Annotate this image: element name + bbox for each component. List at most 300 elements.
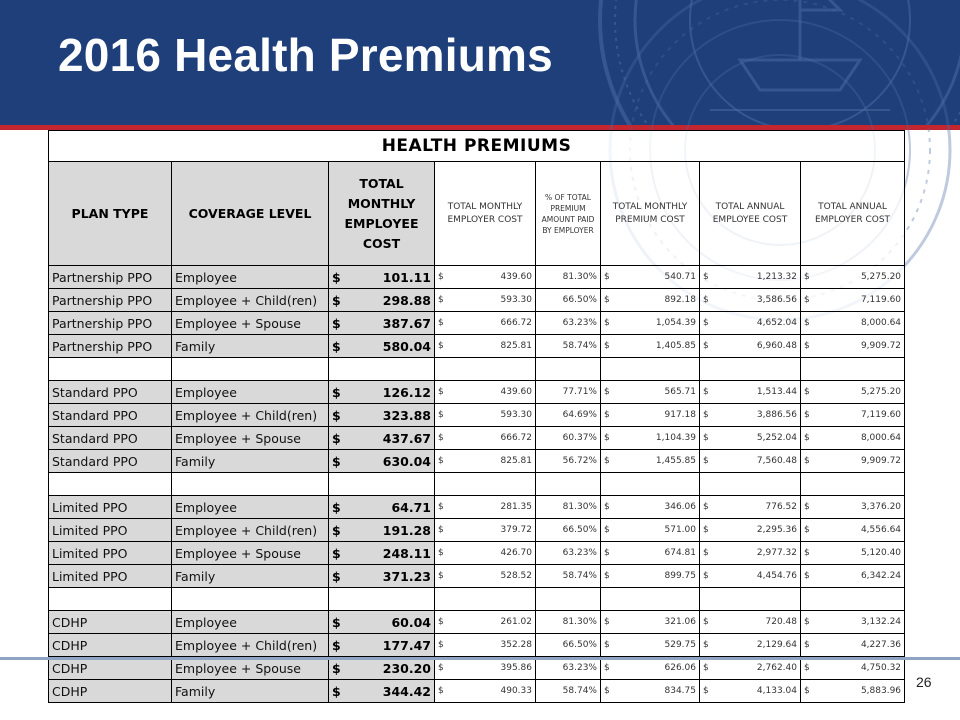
pct-paid-by-employer-cell: 58.74% <box>536 565 601 588</box>
currency-symbol: $ <box>604 548 610 558</box>
empty-cell <box>329 358 435 381</box>
monthly-employee-cost-cell <box>329 381 435 404</box>
plan-type-cell: Standard PPO <box>49 427 172 450</box>
empty-cell <box>435 588 536 611</box>
group-spacer-row <box>49 473 905 496</box>
pct-paid-by-employer-cell: 58.74% <box>536 680 601 703</box>
empty-cell <box>801 358 905 381</box>
currency-symbol: $ <box>332 269 341 285</box>
plan-type-cell: Limited PPO <box>49 542 172 565</box>
cell-value: 2,129.64 <box>756 640 797 650</box>
monthly-employer-cost-cell <box>435 289 536 312</box>
cell-value: 5,275.20 <box>860 387 902 397</box>
coverage-level-cell: Employee + Spouse <box>172 312 329 335</box>
empty-cell <box>172 473 329 496</box>
currency-symbol: $ <box>438 318 444 328</box>
currency-symbol: $ <box>438 295 444 305</box>
cell-value: 2,295.36 <box>756 525 797 535</box>
page-number: 26 <box>916 674 932 690</box>
currency-symbol: $ <box>804 640 810 650</box>
cell-value: 593.30 <box>500 410 532 420</box>
table-row <box>49 565 905 588</box>
cell-value: 3,886.56 <box>756 410 797 420</box>
plan-type-cell: Limited PPO <box>49 519 172 542</box>
empty-cell <box>601 588 700 611</box>
slide-title: 2016 Health Premiums <box>58 29 553 81</box>
currency-symbol: $ <box>332 522 341 538</box>
monthly-employer-cost-cell <box>435 266 536 289</box>
coverage-level-cell: Family <box>172 335 329 358</box>
pct-paid-by-employer-cell: 81.30% <box>536 611 601 634</box>
currency-symbol: $ <box>604 502 610 512</box>
cell-value: 321.06 <box>664 617 696 627</box>
monthly-premium-cost-cell <box>601 565 700 588</box>
table-row <box>49 611 905 634</box>
monthly-employee-cost-cell <box>329 496 435 519</box>
header-monthly-premium-cost: TOTAL MONTHLY PREMIUM COST <box>601 162 700 266</box>
cell-value: 529.75 <box>664 640 696 650</box>
cell-value: 5,252.04 <box>756 433 797 443</box>
monthly-employer-cost-cell <box>435 519 536 542</box>
table-header-row <box>49 162 905 266</box>
annual-employee-cost-cell <box>700 427 801 450</box>
cell-value: 230.20 <box>382 660 431 676</box>
currency-symbol: $ <box>804 341 810 351</box>
monthly-employer-cost-cell <box>435 634 536 657</box>
currency-symbol: $ <box>804 525 810 535</box>
cell-value: 379.72 <box>500 525 532 535</box>
coverage-level-cell: Employee + Child(ren) <box>172 634 329 657</box>
cell-value: 540.71 <box>664 272 696 282</box>
monthly-employee-cost-cell <box>329 266 435 289</box>
currency-symbol: $ <box>703 410 709 420</box>
annual-employee-cost-cell <box>700 496 801 519</box>
currency-symbol: $ <box>604 456 610 466</box>
cell-value: 580.04 <box>382 338 431 354</box>
annual-employee-cost-cell <box>700 565 801 588</box>
monthly-premium-cost-cell <box>601 634 700 657</box>
header-plan-type: PLAN TYPE <box>49 162 172 266</box>
coverage-level-cell: Employee + Spouse <box>172 542 329 565</box>
cell-value: 630.04 <box>382 453 431 469</box>
monthly-premium-cost-cell <box>601 450 700 473</box>
annual-employee-cost-cell <box>700 404 801 427</box>
monthly-employer-cost-cell <box>435 611 536 634</box>
monthly-premium-cost-cell <box>601 289 700 312</box>
plan-type-cell: Standard PPO <box>49 381 172 404</box>
table-row <box>49 266 905 289</box>
currency-symbol: $ <box>438 433 444 443</box>
currency-symbol: $ <box>604 617 610 627</box>
monthly-employee-cost-cell <box>329 519 435 542</box>
annual-employee-cost-cell <box>700 266 801 289</box>
cell-value: 426.70 <box>500 548 532 558</box>
monthly-employee-cost-cell <box>329 427 435 450</box>
table-row <box>49 496 905 519</box>
annual-employee-cost-cell <box>700 289 801 312</box>
pct-paid-by-employer-cell: 64.69% <box>536 404 601 427</box>
annual-employer-cost-cell <box>801 496 905 519</box>
currency-symbol: $ <box>804 548 810 558</box>
header-annual-employee-cost: TOTAL ANNUAL EMPLOYEE COST <box>700 162 801 266</box>
monthly-premium-cost-cell <box>601 542 700 565</box>
plan-type-cell: CDHP <box>49 657 172 680</box>
cell-value: 4,133.04 <box>756 686 797 696</box>
coverage-level-cell: Employee + Spouse <box>172 427 329 450</box>
monthly-premium-cost-cell <box>601 680 700 703</box>
pct-paid-by-employer-cell: 63.23% <box>536 657 601 680</box>
cell-value: 1,104.39 <box>655 433 696 443</box>
cell-value: 298.88 <box>382 292 431 308</box>
currency-symbol: $ <box>332 407 341 423</box>
empty-cell <box>801 588 905 611</box>
cell-value: 593.30 <box>500 295 532 305</box>
currency-symbol: $ <box>804 387 810 397</box>
currency-symbol: $ <box>332 683 341 699</box>
empty-cell <box>329 588 435 611</box>
plan-type-cell: CDHP <box>49 611 172 634</box>
plan-type-cell: Limited PPO <box>49 565 172 588</box>
empty-cell <box>601 358 700 381</box>
cell-value: 2,762.40 <box>756 663 797 673</box>
annual-employee-cost-cell <box>700 680 801 703</box>
coverage-level-cell: Employee <box>172 266 329 289</box>
cell-value: 346.06 <box>664 502 696 512</box>
cell-value: 9,909.72 <box>860 456 902 466</box>
table-row <box>49 542 905 565</box>
currency-symbol: $ <box>438 617 444 627</box>
cell-value: 4,750.32 <box>860 663 902 673</box>
cell-value: 8,000.64 <box>860 318 902 328</box>
cell-value: 892.18 <box>664 295 696 305</box>
monthly-premium-cost-cell <box>601 312 700 335</box>
empty-cell <box>49 588 172 611</box>
cell-value: 776.52 <box>765 502 797 512</box>
monthly-employee-cost-cell <box>329 565 435 588</box>
currency-symbol: $ <box>804 686 810 696</box>
cell-value: 3,586.56 <box>756 295 797 305</box>
currency-symbol: $ <box>703 341 709 351</box>
annual-employee-cost-cell <box>700 634 801 657</box>
empty-cell <box>536 588 601 611</box>
annual-employer-cost-cell <box>801 312 905 335</box>
plan-type-cell: Standard PPO <box>49 404 172 427</box>
monthly-premium-cost-cell <box>601 266 700 289</box>
cell-value: 3,376.20 <box>860 502 902 512</box>
cell-value: 1,455.85 <box>655 456 696 466</box>
empty-cell <box>49 473 172 496</box>
currency-symbol: $ <box>332 292 341 308</box>
cell-value: 7,560.48 <box>756 456 797 466</box>
empty-cell <box>601 473 700 496</box>
table-row <box>49 312 905 335</box>
annual-employee-cost-cell <box>700 335 801 358</box>
monthly-premium-cost-cell <box>601 381 700 404</box>
currency-symbol: $ <box>332 568 341 584</box>
table-title-row <box>49 131 905 162</box>
cell-value: 6,342.24 <box>860 571 902 581</box>
plan-type-cell: CDHP <box>49 680 172 703</box>
coverage-level-cell: Employee + Spouse <box>172 657 329 680</box>
plan-type-cell: Standard PPO <box>49 450 172 473</box>
cell-value: 666.72 <box>500 318 532 328</box>
empty-cell <box>435 473 536 496</box>
currency-symbol: $ <box>804 571 810 581</box>
cell-value: 281.35 <box>500 502 532 512</box>
table-row <box>49 289 905 312</box>
plan-type-cell: Partnership PPO <box>49 266 172 289</box>
cell-value: 395.86 <box>500 663 532 673</box>
currency-symbol: $ <box>438 640 444 650</box>
cell-value: 917.18 <box>664 410 696 420</box>
annual-employee-cost-cell <box>700 542 801 565</box>
currency-symbol: $ <box>804 456 810 466</box>
cell-value: 565.71 <box>664 387 696 397</box>
empty-cell <box>700 358 801 381</box>
currency-symbol: $ <box>703 318 709 328</box>
annual-employer-cost-cell <box>801 450 905 473</box>
cell-value: 825.81 <box>500 341 532 351</box>
currency-symbol: $ <box>804 502 810 512</box>
annual-employer-cost-cell <box>801 381 905 404</box>
monthly-employee-cost-cell <box>329 542 435 565</box>
cell-value: 371.23 <box>382 568 431 584</box>
currency-symbol: $ <box>703 640 709 650</box>
currency-symbol: $ <box>703 617 709 627</box>
cell-value: 626.06 <box>664 663 696 673</box>
cell-value: 101.11 <box>382 269 431 285</box>
cell-value: 1,213.32 <box>756 272 797 282</box>
cell-value: 177.47 <box>382 637 431 653</box>
annual-employer-cost-cell <box>801 565 905 588</box>
annual-employer-cost-cell <box>801 427 905 450</box>
currency-symbol: $ <box>703 663 709 673</box>
coverage-level-cell: Employee + Child(ren) <box>172 289 329 312</box>
empty-cell <box>435 358 536 381</box>
pct-paid-by-employer-cell: 66.50% <box>536 289 601 312</box>
cell-value: 528.52 <box>500 571 532 581</box>
currency-symbol: $ <box>804 272 810 282</box>
cell-value: 126.12 <box>382 384 431 400</box>
footer-divider <box>0 657 960 660</box>
empty-cell <box>49 358 172 381</box>
cell-value: 3,132.24 <box>860 617 902 627</box>
pct-paid-by-employer-cell: 56.72% <box>536 450 601 473</box>
cell-value: 1,513.44 <box>756 387 797 397</box>
empty-cell <box>536 473 601 496</box>
cell-value: 2,977.32 <box>756 548 797 558</box>
currency-symbol: $ <box>438 663 444 673</box>
cell-value: 6,960.48 <box>756 341 797 351</box>
table-row <box>49 450 905 473</box>
annual-employer-cost-cell <box>801 519 905 542</box>
currency-symbol: $ <box>332 660 341 676</box>
currency-symbol: $ <box>438 686 444 696</box>
cell-value: 899.75 <box>664 571 696 581</box>
cell-value: 5,120.40 <box>860 548 902 558</box>
annual-employee-cost-cell <box>700 611 801 634</box>
currency-symbol: $ <box>332 637 341 653</box>
currency-symbol: $ <box>804 663 810 673</box>
monthly-employee-cost-cell <box>329 680 435 703</box>
plan-type-cell: Partnership PPO <box>49 289 172 312</box>
monthly-employer-cost-cell <box>435 542 536 565</box>
currency-symbol: $ <box>703 548 709 558</box>
cell-value: 4,454.76 <box>756 571 797 581</box>
currency-symbol: $ <box>332 384 341 400</box>
currency-symbol: $ <box>438 548 444 558</box>
cell-value: 64.71 <box>391 499 431 515</box>
currency-symbol: $ <box>703 502 709 512</box>
annual-employee-cost-cell <box>700 519 801 542</box>
empty-cell <box>700 588 801 611</box>
empty-cell <box>172 588 329 611</box>
currency-symbol: $ <box>604 640 610 650</box>
currency-symbol: $ <box>604 571 610 581</box>
cell-value: 825.81 <box>500 456 532 466</box>
monthly-premium-cost-cell <box>601 519 700 542</box>
cell-value: 323.88 <box>382 407 431 423</box>
cell-value: 439.60 <box>500 272 532 282</box>
cell-value: 490.33 <box>500 686 532 696</box>
cell-value: 720.48 <box>765 617 797 627</box>
currency-symbol: $ <box>332 315 341 331</box>
currency-symbol: $ <box>604 433 610 443</box>
cell-value: 7,119.60 <box>860 295 902 305</box>
monthly-premium-cost-cell <box>601 335 700 358</box>
table-row <box>49 427 905 450</box>
currency-symbol: $ <box>703 686 709 696</box>
cell-value: 439.60 <box>500 387 532 397</box>
pct-paid-by-employer-cell: 81.30% <box>536 496 601 519</box>
currency-symbol: $ <box>332 453 341 469</box>
annual-employer-cost-cell <box>801 634 905 657</box>
coverage-level-cell: Family <box>172 680 329 703</box>
currency-symbol: $ <box>604 318 610 328</box>
currency-symbol: $ <box>438 571 444 581</box>
cell-value: 248.11 <box>382 545 431 561</box>
monthly-employee-cost-cell <box>329 312 435 335</box>
currency-symbol: $ <box>604 525 610 535</box>
cell-value: 1,405.85 <box>655 341 696 351</box>
empty-cell <box>536 358 601 381</box>
empty-cell <box>700 473 801 496</box>
monthly-employee-cost-cell <box>329 335 435 358</box>
monthly-employer-cost-cell <box>435 565 536 588</box>
pct-paid-by-employer-cell: 81.30% <box>536 266 601 289</box>
monthly-employer-cost-cell <box>435 450 536 473</box>
cell-value: 834.75 <box>664 686 696 696</box>
monthly-employer-cost-cell <box>435 496 536 519</box>
cell-value: 60.04 <box>391 614 431 630</box>
cell-value: 5,883.96 <box>860 686 902 696</box>
monthly-employee-cost-cell <box>329 450 435 473</box>
currency-symbol: $ <box>332 545 341 561</box>
annual-employer-cost-cell <box>801 266 905 289</box>
cell-value: 674.81 <box>664 548 696 558</box>
currency-symbol: $ <box>604 410 610 420</box>
currency-symbol: $ <box>804 295 810 305</box>
currency-symbol: $ <box>804 433 810 443</box>
table-body <box>49 266 905 703</box>
cell-value: 571.00 <box>664 525 696 535</box>
currency-symbol: $ <box>604 663 610 673</box>
currency-symbol: $ <box>332 614 341 630</box>
plan-type-cell: Partnership PPO <box>49 335 172 358</box>
monthly-employee-cost-cell <box>329 611 435 634</box>
currency-symbol: $ <box>703 433 709 443</box>
header-monthly-employer-cost: TOTAL MONTHLY EMPLOYER COST <box>435 162 536 266</box>
coverage-level-cell: Employee <box>172 381 329 404</box>
monthly-premium-cost-cell <box>601 404 700 427</box>
currency-symbol: $ <box>438 272 444 282</box>
currency-symbol: $ <box>804 617 810 627</box>
currency-symbol: $ <box>604 295 610 305</box>
header-coverage-level: COVERAGE LEVEL <box>172 162 329 266</box>
group-spacer-row <box>49 358 905 381</box>
annual-employee-cost-cell <box>700 381 801 404</box>
plan-type-cell: Limited PPO <box>49 496 172 519</box>
group-spacer-row <box>49 588 905 611</box>
currency-symbol: $ <box>804 410 810 420</box>
plan-type-cell: CDHP <box>49 634 172 657</box>
cell-value: 261.02 <box>500 617 532 627</box>
coverage-level-cell: Employee + Child(ren) <box>172 519 329 542</box>
empty-cell <box>801 473 905 496</box>
pct-paid-by-employer-cell: 63.23% <box>536 542 601 565</box>
currency-symbol: $ <box>438 525 444 535</box>
cell-value: 8,000.64 <box>860 433 902 443</box>
currency-symbol: $ <box>703 456 709 466</box>
currency-symbol: $ <box>604 387 610 397</box>
cell-value: 5,275.20 <box>860 272 902 282</box>
cell-value: 387.67 <box>382 315 431 331</box>
monthly-premium-cost-cell <box>601 611 700 634</box>
currency-symbol: $ <box>438 410 444 420</box>
table-row <box>49 404 905 427</box>
health-premiums-table <box>48 130 905 703</box>
monthly-employee-cost-cell <box>329 404 435 427</box>
empty-cell <box>172 358 329 381</box>
monthly-employee-cost-cell <box>329 634 435 657</box>
currency-symbol: $ <box>438 502 444 512</box>
monthly-employee-cost-cell <box>329 289 435 312</box>
table-title: HEALTH PREMIUMS <box>49 131 905 162</box>
monthly-employer-cost-cell <box>435 335 536 358</box>
monthly-premium-cost-cell <box>601 427 700 450</box>
currency-symbol: $ <box>604 686 610 696</box>
annual-employer-cost-cell <box>801 542 905 565</box>
cell-value: 666.72 <box>500 433 532 443</box>
monthly-premium-cost-cell <box>601 496 700 519</box>
currency-symbol: $ <box>332 430 341 446</box>
cell-value: 4,556.64 <box>860 525 902 535</box>
monthly-employer-cost-cell <box>435 404 536 427</box>
currency-symbol: $ <box>703 295 709 305</box>
cell-value: 4,227.36 <box>860 640 902 650</box>
monthly-employer-cost-cell <box>435 312 536 335</box>
plan-type-cell: Partnership PPO <box>49 312 172 335</box>
currency-symbol: $ <box>703 272 709 282</box>
coverage-level-cell: Employee <box>172 496 329 519</box>
cell-value: 9,909.72 <box>860 341 902 351</box>
currency-symbol: $ <box>604 272 610 282</box>
table-row <box>49 519 905 542</box>
currency-symbol: $ <box>438 456 444 466</box>
cell-value: 352.28 <box>500 640 532 650</box>
currency-symbol: $ <box>332 338 341 354</box>
cell-value: 191.28 <box>382 522 431 538</box>
